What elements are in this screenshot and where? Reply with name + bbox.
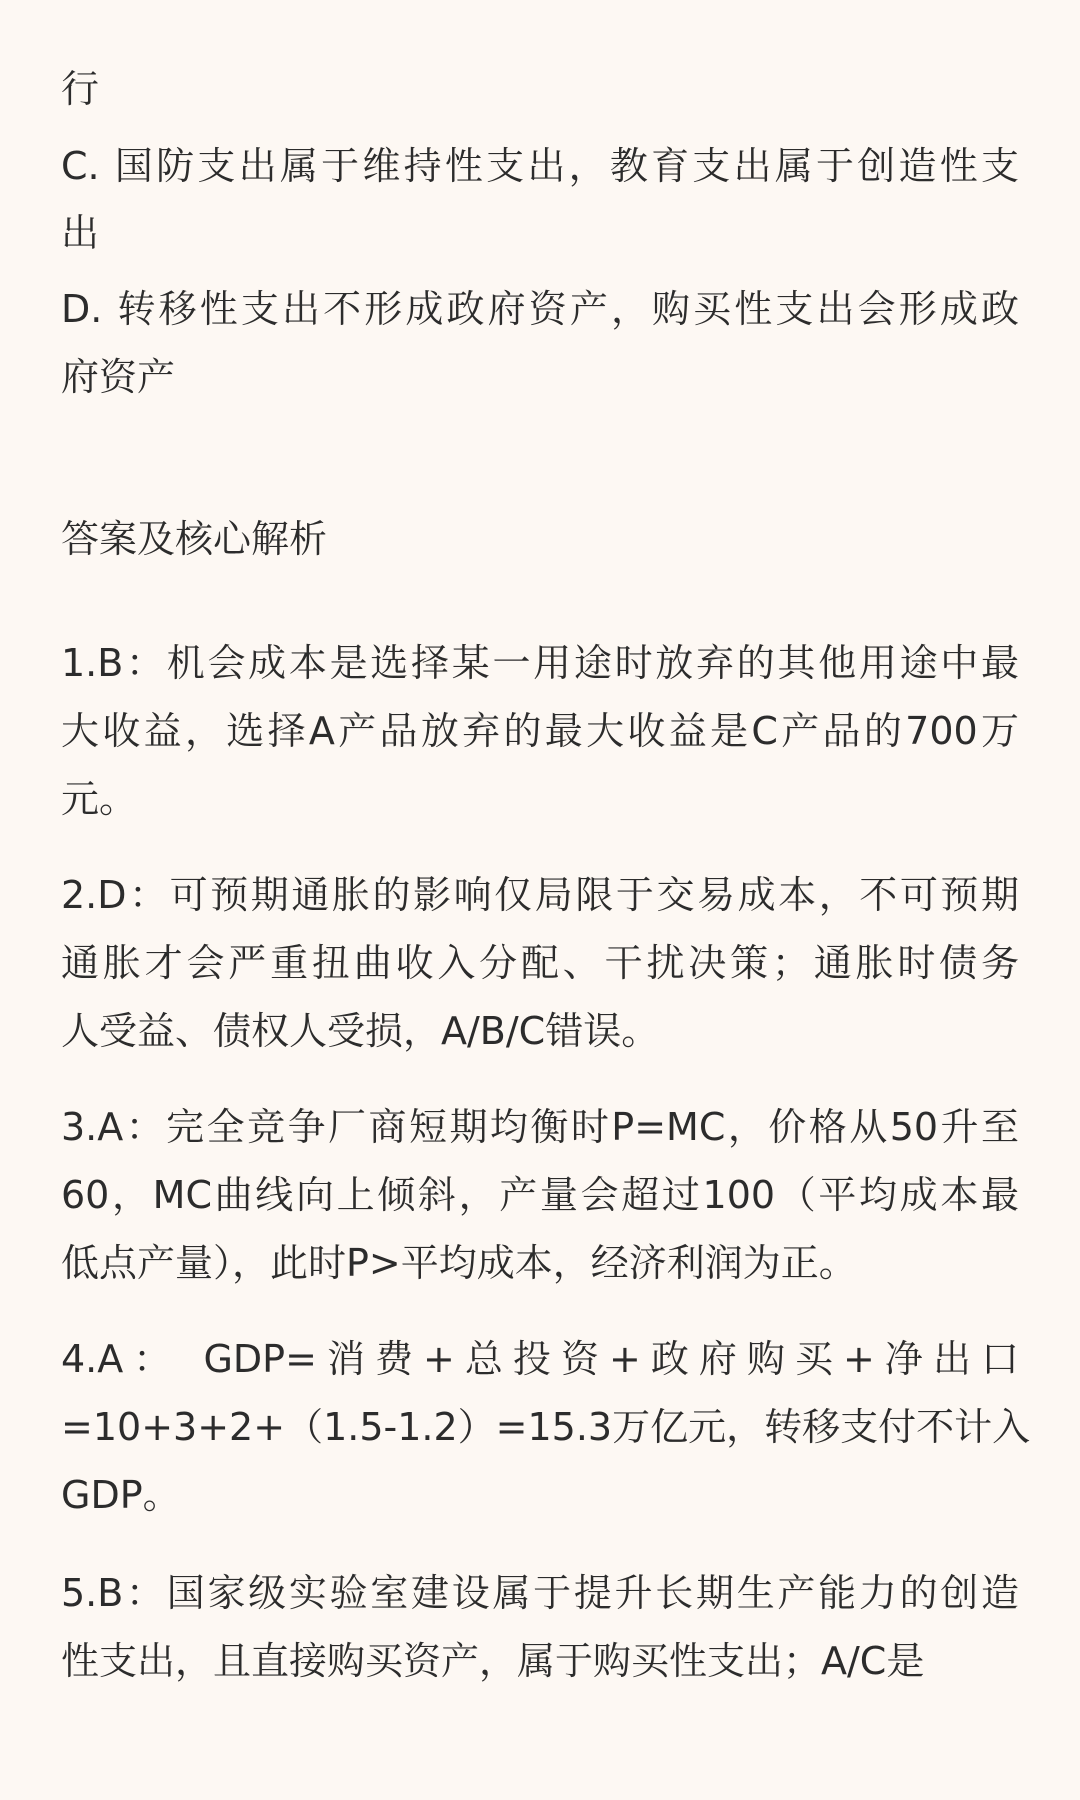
text-line: 出 [61,211,100,255]
text-line: D. 转移性支出不形成政府资产，购买性支出会形成政 [61,287,1019,331]
text-line: 性支出，且直接购买资产，属于购买性支出；A/C是 [61,1639,925,1683]
text-line: 行 [61,67,100,111]
section-heading: 答案及核心解析 [61,517,328,561]
text-line: 2.D：可预期通胀的影响仅局限于交易成本，不可预期 [61,873,1019,917]
text-line: =10+3+2+（1.5-1.2）=15.3万亿元，转移支付不计入 [61,1405,1031,1449]
text-line: 大收益，选择A产品放弃的最大收益是C产品的700万 [61,709,1019,753]
text-line: 低点产量），此时P>平均成本，经济利润为正。 [61,1241,857,1285]
text-line: 府资产 [61,355,176,399]
text-line: 3.A：完全竞争厂商短期均衡时P=MC，价格从50升至 [61,1105,1019,1149]
text-line: 人受益、债权人受损，A/B/C错误。 [61,1009,660,1053]
text-line: 5.B：国家级实验室建设属于提升长期生产能力的创造 [61,1571,1019,1615]
text-line: C. 国防支出属于维持性支出，教育支出属于创造性支 [61,144,1019,188]
text-line: 1.B：机会成本是选择某一用途时放弃的其他用途中最 [61,641,1019,685]
text-line: 通胀才会严重扭曲收入分配、干扰决策；通胀时债务 [61,941,1019,985]
text-line: 元。 [61,777,138,821]
text-line: GDP。 [61,1473,181,1517]
text-line: 60，MC曲线向上倾斜，产量会超过100（平均成本最 [61,1173,1019,1217]
text-line: 4.A： GDP=消费+总投资+政府购买+净出口 [61,1337,1019,1381]
